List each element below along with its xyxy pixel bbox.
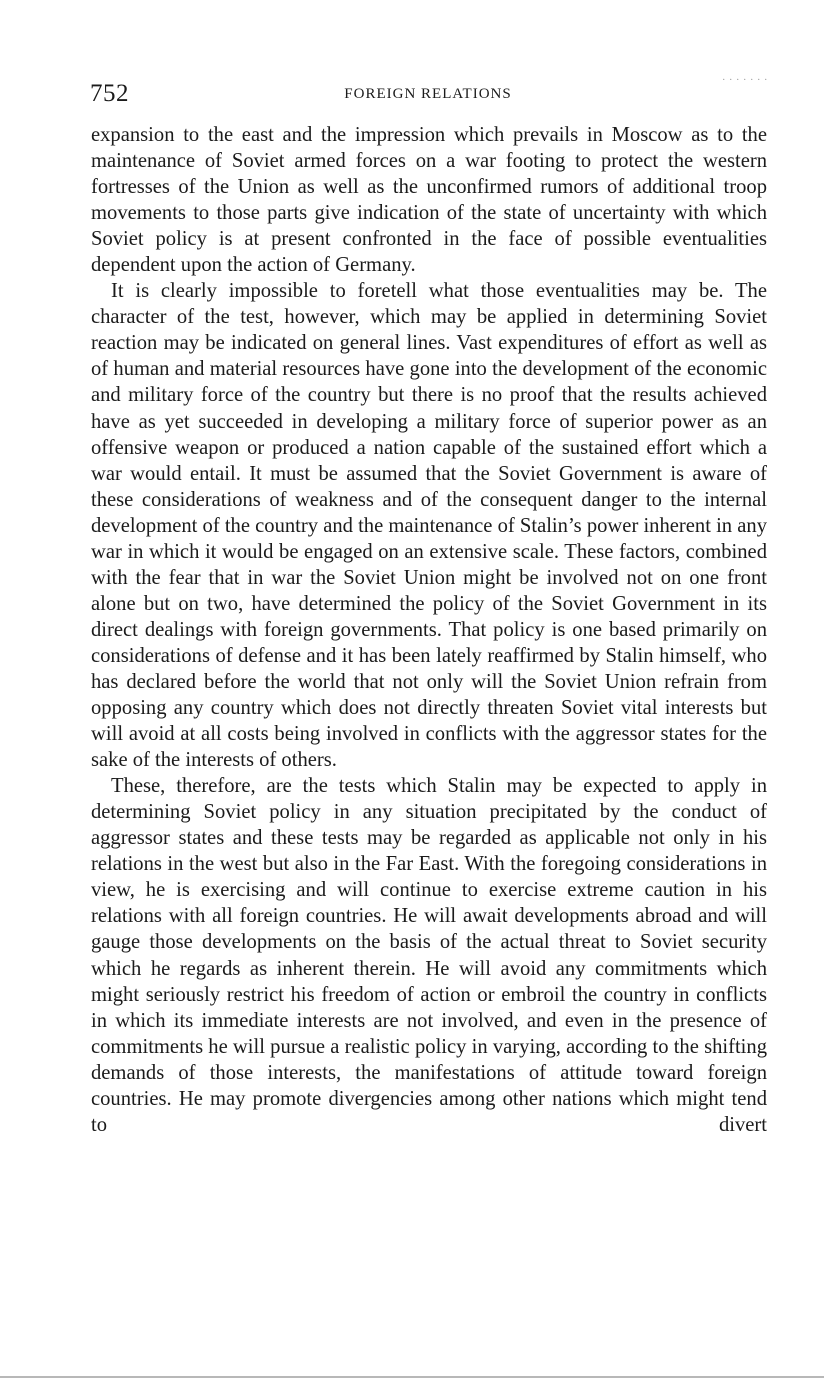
- running-title: FOREIGN RELATIONS: [344, 86, 512, 102]
- running-head: [88, 72, 768, 110]
- bottom-edge-rule: [0, 1376, 824, 1378]
- page-number: 752: [90, 80, 129, 107]
- paragraph-continued: expansion to the east and the impression which prevails in Moscow as to the maintenance of Soviet armed forces on a war footing to protect the western fortresses of the Union as well as the unconfirmed rumors of additional troop movements to those parts give indication of the state of uncertainty with which Soviet policy is at present confronted in the face of possible eventualities dependent upon the action of Germany.: [91, 124, 767, 277]
- paragraph-tests: These, therefore, are the tests which Stalin may be expected to apply in determining Soviet policy in any situation precipitated by the conduct of aggressor states and these tests may be regarded as applicable not only in his relations in the west but also in the Far East. With the foregoing considerations in view, he is exercising and will continue to exercise extreme caution in his relations with all foreign countries. He will await developments abroad and will gauge those developments on the basis of the actual threat to Soviet security which he regards as inherent therein. He will avoid any commitments which might seriously restrict his freedom of action or embroil the country in conflicts in which its immediate interests are not involved, and even in the presence of commitments he will pursue a realistic policy in varying, according to the shifting demands of those interests, the manifestations of attitude toward foreign countries. He may promote divergencies among other nations which might tend to divert: [91, 775, 767, 1136]
- body-text: [91, 122, 767, 1138]
- corner-mark: . . . . . . .: [722, 72, 768, 83]
- paragraph-eventualities: It is clearly impossible to foretell what those eventualities may be. The character of the test, however, which may be applied in determining Soviet reaction may be indicated on general lines. Vast expenditures of effort as well as of human and material resources have gone into the development of the economic and military force of the country but there is no proof that the results achieved have as yet succeeded in developing a military force of superior power as an offensive weapon or produced a nation capable of the sustained effort which a war would entail. It must be assumed that the Soviet Government is aware of these considerations of weakness and of the consequent danger to the internal development of the country and the maintenance of Stalin’s power inherent in any war in which it would be engaged on an extensive scale. These factors, combined with the fear that in war the Soviet Union might be involved not on one front alone but on two, have determined the policy of the Soviet Government in its direct dealings with foreign governments. That policy is one based primarily on considerations of defense and it has been lately reaffirmed by Stalin himself, who has declared before the world that not only will the Soviet Union refrain from opposing any country which does not directly threaten Soviet vital interests but will avoid at all costs being involved in conflicts with the aggressor states for the sake of the interests of others.: [91, 280, 767, 772]
